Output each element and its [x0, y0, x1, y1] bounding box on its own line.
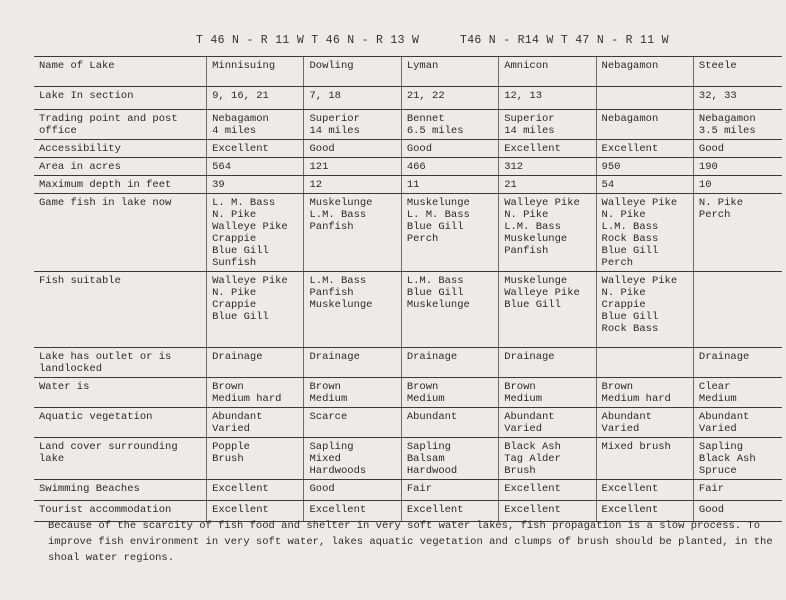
cell-line: Bennet [406, 113, 445, 125]
table-cell [596, 87, 693, 110]
row-label: Water is [34, 378, 207, 408]
cell-line: Mixed [309, 453, 341, 465]
table-cell [596, 348, 693, 378]
cell-line: Amnicon [504, 60, 549, 72]
table-cell [207, 176, 304, 194]
table-cell [401, 194, 498, 272]
cell-line: Brown [406, 381, 439, 393]
cell-line: Muskelunge [406, 299, 470, 311]
cell-line: L. M. Bass [212, 197, 276, 209]
cell-line: Walleye Pike [504, 197, 580, 209]
table-cell [499, 57, 596, 87]
table-cell [304, 110, 401, 140]
table-cell [596, 176, 693, 194]
cell-line: Good [309, 143, 335, 155]
cell-line: Abundant [406, 411, 458, 423]
table-row [34, 194, 782, 272]
cell-line: Abundant [698, 411, 750, 423]
table-cell [499, 438, 596, 480]
cell-line: 21 [504, 179, 517, 191]
table-cell [693, 87, 782, 110]
cell-line: Lyman [406, 60, 439, 72]
cell-line: Muskelunge [504, 275, 568, 287]
cell-line: 564 [212, 161, 232, 173]
cell-line: 950 [601, 161, 621, 173]
cell-line: Crappie [601, 299, 646, 311]
cell-line: Excellent [212, 504, 269, 516]
cell-line: Good [406, 143, 433, 155]
cell-line: Popple [212, 441, 250, 453]
cell-line: Excellent [601, 143, 659, 155]
table-cell [596, 158, 693, 176]
cell-line: 466 [406, 161, 426, 173]
cell-line: Steele [698, 60, 737, 72]
table-cell [499, 140, 596, 158]
cell-line: Drainage [212, 351, 263, 363]
cell-line: Blue Gill [504, 299, 561, 311]
table-cell [207, 158, 304, 176]
cell-line: Walleye Pike [601, 275, 678, 287]
table-row [34, 87, 782, 110]
table-cell [693, 408, 782, 438]
table-row [34, 140, 782, 158]
table-cell [304, 158, 401, 176]
row-label: Swimming Beaches [34, 480, 207, 501]
township-header-left: T 46 N - R 11 W T 46 N - R 13 W [196, 34, 420, 47]
table-cell [304, 87, 401, 110]
table-cell [401, 57, 498, 87]
cell-line: 10 [698, 179, 712, 191]
cell-line: Minnisuing [212, 60, 276, 72]
cell-line: Varied [212, 423, 250, 435]
cell-line: Varied [601, 423, 640, 435]
cell-line: Brown [212, 381, 244, 393]
township-header-right: T46 N - R14 W T 47 N - R 11 W [460, 34, 669, 47]
table-cell [693, 438, 782, 480]
cell-line: Sapling [406, 441, 451, 453]
cell-line: N. Pike [212, 287, 257, 299]
cell-line: Brown [309, 381, 341, 393]
table-cell [401, 378, 498, 408]
table-cell [499, 272, 596, 348]
table-cell [401, 408, 498, 438]
cell-line: Panfish [309, 287, 354, 299]
table-cell [207, 408, 304, 438]
cell-line: Crappie [212, 299, 257, 311]
table-cell [499, 408, 596, 438]
cell-line: Blue Gill [406, 287, 464, 299]
cell-line: Panfish [504, 245, 549, 257]
cell-line: Medium [406, 393, 445, 405]
cell-line: Drainage [504, 351, 555, 363]
cell-line: N. Pike [601, 287, 646, 299]
cell-line: Excellent [406, 504, 464, 516]
cell-line: Medium [504, 393, 542, 405]
table-cell [304, 57, 401, 87]
cell-line: Nebagamon [698, 113, 756, 125]
cell-line: L.M. Bass [601, 221, 659, 233]
cell-line: Balsam [406, 453, 445, 465]
cell-line: Nebagamon [601, 60, 659, 72]
cell-line: L.M. Bass [406, 275, 464, 287]
cell-line: Blue Gill [601, 311, 659, 323]
cell-line: Varied [504, 423, 542, 435]
row-label: Area in acres [34, 158, 207, 176]
cell-line: 39 [212, 179, 225, 191]
cell-line: Nebagamon [601, 113, 659, 125]
table-cell [304, 378, 401, 408]
cell-line: L.M. Bass [504, 221, 561, 233]
cell-line: Walleye Pike [212, 221, 288, 233]
table-cell [499, 194, 596, 272]
cell-line: Superior [309, 113, 360, 125]
cell-line: Excellent [309, 504, 367, 516]
cell-line: Tag Alder [504, 453, 561, 465]
cell-line: Excellent [601, 483, 659, 495]
cell-line: 190 [698, 161, 718, 173]
cell-line: Sapling [309, 441, 354, 453]
cell-line: Rock Bass [601, 233, 659, 245]
cell-line: N. Pike [504, 209, 549, 221]
row-label: Tourist accommodation [34, 501, 207, 522]
cell-line: Black Ash [504, 441, 561, 453]
cell-line: Sapling [698, 441, 744, 453]
table-row [34, 57, 782, 87]
table-cell [596, 272, 693, 348]
row-label: Land cover surrounding lake [34, 438, 207, 480]
cell-line: N. Pike [212, 209, 257, 221]
table-cell [304, 408, 401, 438]
table-row [34, 176, 782, 194]
cell-line: Muskelunge [309, 197, 373, 209]
cell-line: Brown [601, 381, 634, 393]
table-cell [401, 110, 498, 140]
table-cell [499, 87, 596, 110]
table-cell [401, 140, 498, 158]
cell-line: Walleye Pike [601, 197, 678, 209]
cell-line: Hardwoods [309, 465, 367, 477]
cell-line: Excellent [212, 483, 269, 495]
table-cell [596, 110, 693, 140]
cell-line: Nebagamon [212, 113, 269, 125]
cell-line: 32, 33 [698, 90, 737, 102]
cell-line: 4 miles [212, 125, 257, 137]
table-cell [596, 408, 693, 438]
cell-line: 312 [504, 161, 524, 173]
cell-line: 6.5 miles [406, 125, 464, 137]
cell-line: 7, 18 [309, 90, 341, 102]
cell-line: Abundant [601, 411, 652, 423]
cell-line: Hardwood [406, 465, 458, 477]
cell-line: N. Pike [698, 197, 744, 209]
cell-line: Drainage [698, 351, 750, 363]
cell-line: Blue Gill [212, 245, 269, 257]
table-cell [207, 348, 304, 378]
cell-line: Blue Gill [212, 311, 269, 323]
table-cell [596, 194, 693, 272]
table-row [34, 158, 782, 176]
table-cell [499, 348, 596, 378]
cell-line: Walleye Pike [504, 287, 580, 299]
cell-line: 121 [309, 161, 329, 173]
table-row [34, 438, 782, 480]
cell-line: L. M. Bass [406, 209, 470, 221]
table-cell [693, 348, 782, 378]
cell-line: Panfish [309, 221, 354, 233]
cell-line: Crappie [212, 233, 257, 245]
cell-line: Sunfish [212, 257, 257, 269]
table-cell [693, 110, 782, 140]
table-cell [401, 438, 498, 480]
cell-line: Abundant [504, 411, 555, 423]
cell-line: 21, 22 [406, 90, 445, 102]
table-cell [401, 348, 498, 378]
table-cell [304, 348, 401, 378]
row-label: Lake has outlet or is landlocked [34, 348, 207, 378]
table-cell [596, 140, 693, 158]
cell-line: Good [698, 504, 725, 516]
cell-line: Black Ash [698, 453, 756, 465]
cell-line: Perch [406, 233, 439, 245]
table-cell [693, 480, 782, 501]
table-cell [207, 194, 304, 272]
table-cell [693, 194, 782, 272]
table-cell [401, 176, 498, 194]
table-cell [596, 438, 693, 480]
cell-line: Drainage [309, 351, 360, 363]
cell-line: Brown [504, 381, 536, 393]
table-cell [304, 176, 401, 194]
cell-line: Varied [698, 423, 737, 435]
row-label: Aquatic vegetation [34, 408, 207, 438]
cell-line: Perch [601, 257, 634, 269]
table-cell [499, 110, 596, 140]
cell-line: Medium [698, 393, 737, 405]
table-cell [207, 110, 304, 140]
cell-line: Blue Gill [406, 221, 464, 233]
table-cell [693, 57, 782, 87]
cell-line: 14 miles [504, 125, 555, 137]
cell-line: Good [309, 483, 335, 495]
cell-line: 11 [406, 179, 420, 191]
cell-line: Fair [406, 483, 433, 495]
row-label: Maximum depth in feet [34, 176, 207, 194]
table-row [34, 272, 782, 348]
table-cell [304, 480, 401, 501]
table-cell [693, 272, 782, 348]
row-label: Game fish in lake now [34, 194, 207, 272]
table-cell [207, 438, 304, 480]
table-cell [304, 194, 401, 272]
table-cell [304, 438, 401, 480]
table-cell [693, 378, 782, 408]
row-label: Lake In section [34, 87, 207, 110]
cell-line: Good [698, 143, 725, 155]
table-cell [304, 140, 401, 158]
cell-line: 12, 13 [504, 90, 542, 102]
cell-line: 12 [309, 179, 323, 191]
cell-line: Excellent [504, 483, 561, 495]
table-row [34, 348, 782, 378]
cell-line: Abundant [212, 411, 263, 423]
table-cell [693, 140, 782, 158]
row-label: Accessibility [34, 140, 207, 158]
cell-line: 14 miles [309, 125, 360, 137]
table-row [34, 408, 782, 438]
cell-line: Clear [698, 381, 731, 393]
table-cell [693, 176, 782, 194]
table-cell [401, 158, 498, 176]
table-cell [693, 158, 782, 176]
table-cell [207, 378, 304, 408]
cell-line: N. Pike [601, 209, 646, 221]
cell-line: 9, 16, 21 [212, 90, 269, 102]
cell-line: Fair [698, 483, 725, 495]
cell-line: Excellent [601, 504, 659, 516]
table-cell [499, 158, 596, 176]
table-cell [401, 272, 498, 348]
table-cell [207, 57, 304, 87]
table-cell [499, 176, 596, 194]
table-row [34, 480, 782, 501]
row-label: Trading point and post office [34, 110, 207, 140]
cell-line: Muskelunge [309, 299, 373, 311]
row-label: Name of Lake [34, 57, 207, 87]
table-cell [596, 57, 693, 87]
cell-line: Superior [504, 113, 555, 125]
footnote: Because of the scarcity of fish food and shelter in very soft water lakes, fish propagation is a slow process. To improve fish environment in very soft water, lakes aquatic vegetation and clumps of brush should be planted, in the shoal water regions. [48, 520, 773, 564]
cell-line: Scarce [309, 411, 348, 423]
cell-line: Perch [698, 209, 731, 221]
table-cell [596, 480, 693, 501]
cell-line: Medium [309, 393, 348, 405]
cell-line: Excellent [504, 504, 561, 516]
cell-line: Excellent [504, 143, 561, 155]
table-row [34, 110, 782, 140]
table-cell [401, 480, 498, 501]
cell-line: Dowling [309, 60, 354, 72]
cell-line: Muskelunge [406, 197, 470, 209]
table-cell [207, 272, 304, 348]
cell-line: 54 [601, 179, 615, 191]
table-cell [401, 87, 498, 110]
cell-line: Spruce [698, 465, 737, 477]
cell-line: L.M. Bass [309, 209, 367, 221]
table-cell [304, 272, 401, 348]
cell-line: Brush [212, 453, 244, 465]
cell-line: Brush [504, 465, 536, 477]
cell-line: Rock Bass [601, 323, 659, 335]
table-cell [499, 480, 596, 501]
table-cell [207, 480, 304, 501]
cell-line: Walleye Pike [212, 275, 288, 287]
cell-line: Medium hard [212, 393, 282, 405]
cell-line: L.M. Bass [309, 275, 367, 287]
cell-line: Medium hard [601, 393, 671, 405]
table-row [34, 378, 782, 408]
table-cell [499, 378, 596, 408]
table-cell [596, 378, 693, 408]
cell-line: Excellent [212, 143, 269, 155]
cell-line: Mixed brush [601, 441, 671, 453]
row-label: Fish suitable [34, 272, 207, 348]
cell-line: Muskelunge [504, 233, 568, 245]
cell-line: 3.5 miles [698, 125, 756, 137]
cell-line: Drainage [406, 351, 458, 363]
table-cell [207, 87, 304, 110]
table-cell [207, 140, 304, 158]
cell-line: Blue Gill [601, 245, 659, 257]
lake-survey-table [34, 56, 782, 522]
